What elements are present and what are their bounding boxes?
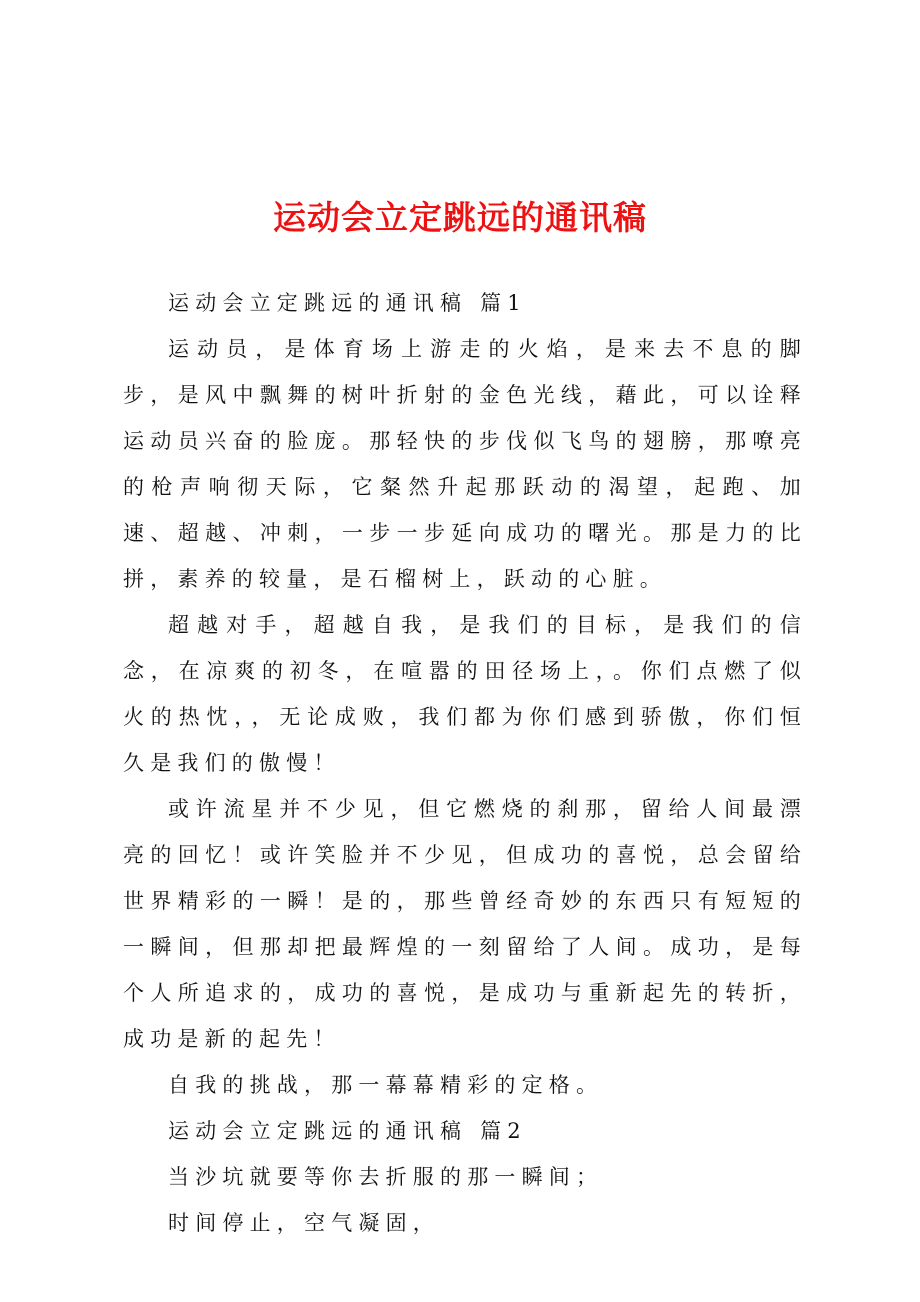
document-body (123, 280, 807, 1246)
section-heading-1: 运动会立定跳远的通讯稿 篇1 (168, 291, 527, 315)
document-title: 运动会立定跳远的通讯稿 (273, 198, 647, 237)
paragraph: 超越对手，超越自我，是我们的目标，是我们的信念，在凉爽的初冬，在喧嚣的田径场上，。你们点燃了似火的热忱，，无论成败，我们都为你们感到骄傲，你们恒久是我们的傲慢！ (123, 613, 807, 775)
paragraph: 运动员，是体育场上游走的火焰，是来去不息的脚步，是风中飘舞的树叶折射的金色光线，藉此，可以诠释运动员兴奋的脸庞。那轻快的步伐似飞鸟的翅膀，那嘹亮的枪声响彻天际，它粲然升起那跃动的渴望，起跑、加速、超越、冲刺，一步一步延向成功的曙光。那是力的比拼，素养的较量，是石榴树上，跃动的心脏。 (123, 337, 807, 591)
paragraph: 或许流星并不少见，但它燃烧的刹那，留给人间最漂亮的回忆！或许笑脸并不少见，但成功的喜悦，总会留给世界精彩的一瞬！是的，那些曾经奇妙的东西只有短短的一瞬间，但那却把最辉煌的一刻留给了人间。成功，是每个人所追求的，成功的喜悦，是成功与重新起先的转折，成功是新的起先！ (123, 797, 807, 1051)
paragraph: 自我的挑战，那一幕幕精彩的定格。 (168, 1073, 604, 1097)
paragraph: 当沙坑就要等你去折服的那一瞬间； (168, 1165, 604, 1189)
section-heading-2: 运动会立定跳远的通讯稿 篇2 (168, 1119, 527, 1143)
paragraph: 时间停止，空气凝固， (168, 1211, 440, 1235)
